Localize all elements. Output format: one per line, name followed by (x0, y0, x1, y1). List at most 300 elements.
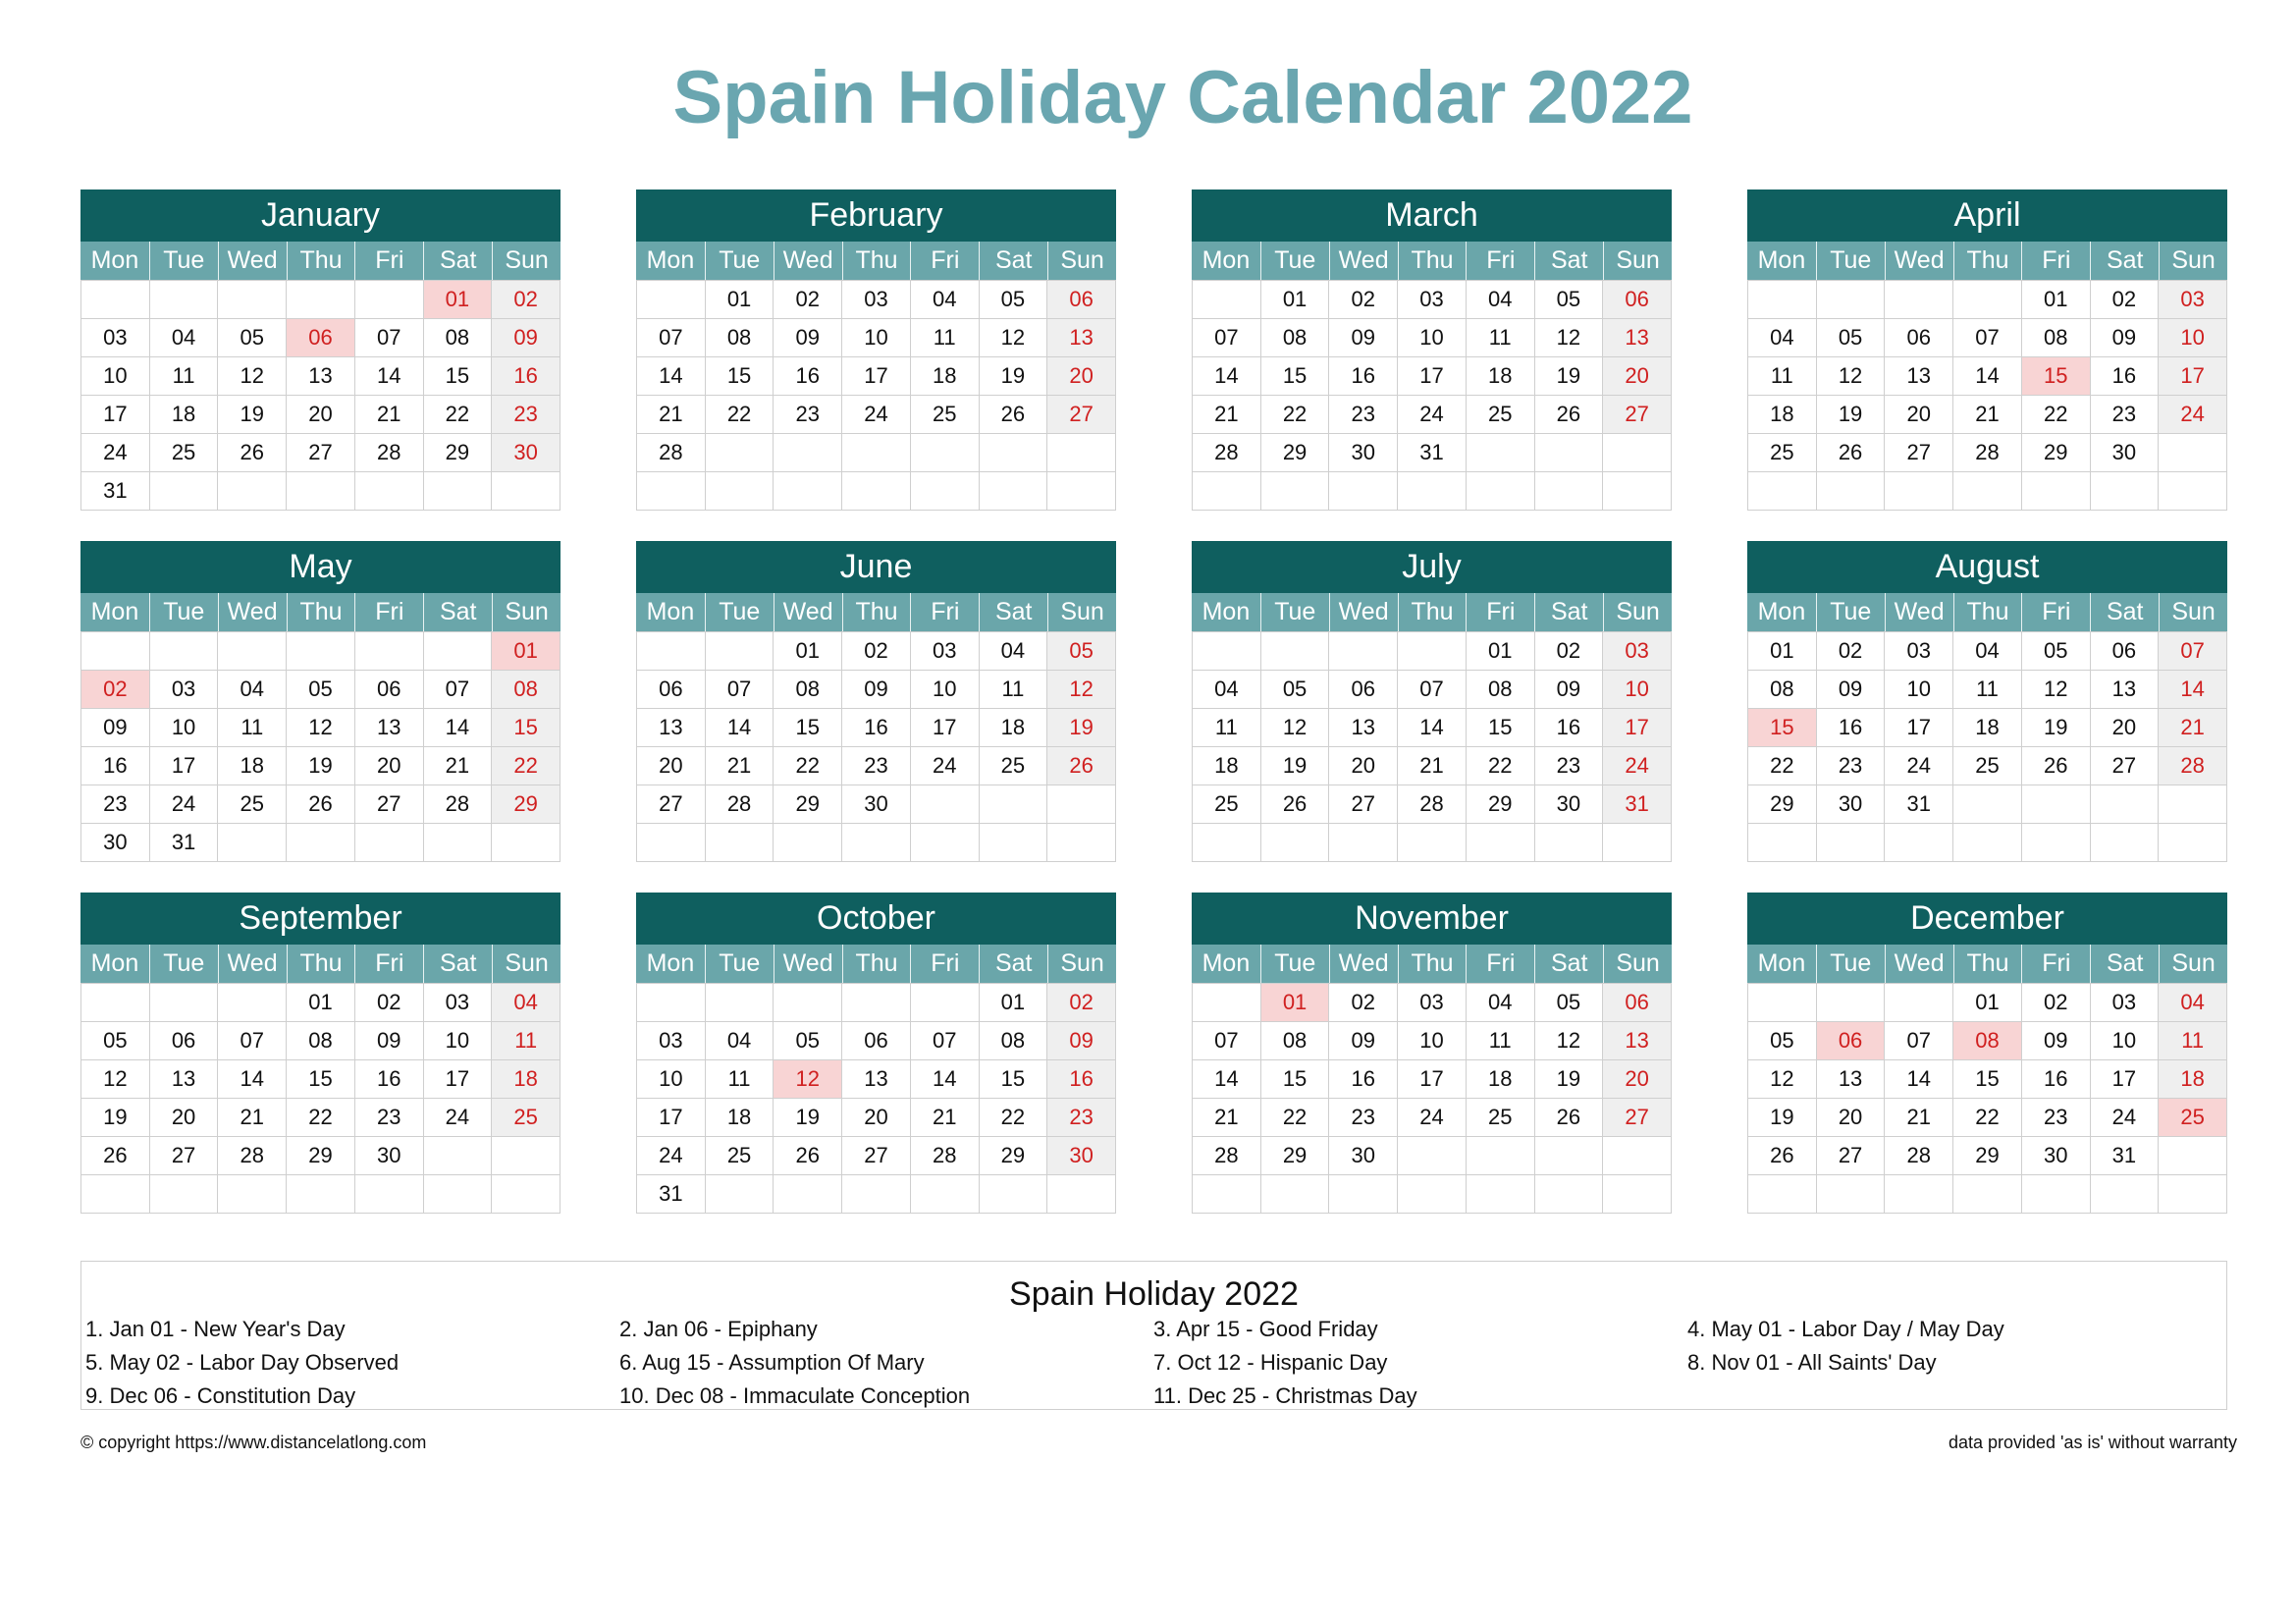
day-cell: 15 (287, 1060, 355, 1099)
day-cell: 18 (1467, 357, 1535, 396)
day-cell: 25 (492, 1099, 561, 1137)
day-cell: 05 (774, 1022, 842, 1060)
day-cell: 14 (218, 1060, 287, 1099)
empty-cell (1817, 984, 1886, 1022)
day-cell: 14 (1193, 357, 1261, 396)
empty-cell (424, 632, 493, 671)
day-cell: 06 (1885, 319, 1953, 357)
day-cell: 07 (911, 1022, 980, 1060)
day-cell: 17 (2091, 1060, 2160, 1099)
day-cell: 04 (1467, 984, 1535, 1022)
day-cell: 20 (1817, 1099, 1886, 1137)
day-cell: 05 (1535, 984, 1604, 1022)
day-cell: 22 (492, 747, 561, 785)
day-cell: 13 (2091, 671, 2160, 709)
day-cell: 23 (1329, 396, 1398, 434)
day-cell: 26 (774, 1137, 842, 1175)
day-cell: 22 (287, 1099, 355, 1137)
day-cell: 18 (492, 1060, 561, 1099)
weekday-label: Sun (492, 945, 561, 983)
empty-cell (492, 472, 561, 511)
day-cell: 04 (1467, 281, 1535, 319)
weekday-label: Mon (1757, 598, 1806, 625)
weekday-label: Thu (1953, 242, 2022, 280)
day-cell: 01 (2022, 281, 2091, 319)
day-cell: 18 (1467, 1060, 1535, 1099)
day-cell: 04 (1953, 632, 2022, 671)
day-cell: 21 (706, 747, 774, 785)
empty-cell (1535, 1175, 1604, 1214)
day-cell: 05 (81, 1022, 150, 1060)
empty-cell (1885, 824, 1953, 862)
empty-cell (1047, 472, 1116, 511)
weekday-label: Fri (354, 242, 423, 280)
day-cell: 05 (1535, 281, 1604, 319)
empty-cell (355, 472, 424, 511)
day-cell: 30 (1329, 1137, 1398, 1175)
day-cell: 12 (2022, 671, 2091, 709)
empty-cell (2022, 472, 2091, 511)
day-cell: 01 (287, 984, 355, 1022)
day-cell: 23 (1535, 747, 1604, 785)
day-cell: 31 (150, 824, 219, 862)
empty-cell (1748, 984, 1817, 1022)
day-cell: 26 (980, 396, 1048, 434)
day-cell: 21 (2159, 709, 2227, 747)
empty-cell (1193, 472, 1261, 511)
day-cell: 09 (81, 709, 150, 747)
day-cell: 15 (424, 357, 493, 396)
month-july (1192, 541, 1672, 862)
day-cell: 26 (1261, 785, 1330, 824)
day-cell: 05 (2022, 632, 2091, 671)
empty-cell (774, 434, 842, 472)
weekday-label: Fri (2021, 593, 2090, 631)
day-cell: 28 (2159, 747, 2227, 785)
weekday-label: Mon (646, 246, 695, 274)
weekday-label: Sat (2090, 242, 2159, 280)
empty-cell (1885, 472, 1953, 511)
empty-cell (1047, 824, 1116, 862)
day-cell: 17 (842, 357, 911, 396)
weekday-label: Sat (423, 593, 492, 631)
day-cell: 03 (2159, 281, 2227, 319)
day-cell: 23 (81, 785, 150, 824)
empty-cell (1467, 1137, 1535, 1175)
day-cell: 21 (1953, 396, 2022, 434)
weekday-label: Thu (1398, 945, 1467, 983)
day-cell: 03 (150, 671, 219, 709)
day-cell: 24 (637, 1137, 706, 1175)
day-cell: 09 (1329, 319, 1398, 357)
day-cell: 03 (424, 984, 493, 1022)
weekday-label: Thu (1953, 945, 2022, 983)
empty-cell (424, 1137, 493, 1175)
empty-cell (637, 472, 706, 511)
day-cell: 23 (774, 396, 842, 434)
weekday-label: Fri (354, 593, 423, 631)
weekday-label: Sun (1603, 945, 1672, 983)
day-cell: 25 (1748, 434, 1817, 472)
day-cell: 09 (492, 319, 561, 357)
holiday-legend (80, 1261, 2227, 1410)
empty-cell (980, 1175, 1048, 1214)
day-cell: 19 (980, 357, 1048, 396)
empty-cell (1535, 434, 1604, 472)
day-cell: 05 (218, 319, 287, 357)
weekday-label: Sat (2090, 593, 2159, 631)
empty-cell (1535, 1137, 1604, 1175)
legend-item: 1. Jan 01 - New Year's Day (85, 1317, 346, 1341)
day-cell: 13 (637, 709, 706, 747)
day-cell: 21 (218, 1099, 287, 1137)
empty-cell (1467, 824, 1535, 862)
day-cell: 22 (1748, 747, 1817, 785)
day-cell: 29 (1261, 1137, 1330, 1175)
copyright-text: © copyright https://www.distancelatlong.com (80, 1433, 427, 1452)
empty-cell (1398, 472, 1467, 511)
warranty-text: data provided 'as is' without warranty (1948, 1433, 2237, 1452)
day-cell: 19 (1817, 396, 1886, 434)
day-cell: 03 (2091, 984, 2160, 1022)
weekday-label: Sat (1534, 945, 1603, 983)
day-cell: 20 (1603, 357, 1672, 396)
weekday-label: Mon (1757, 949, 1806, 977)
day-cell: 03 (1398, 984, 1467, 1022)
empty-cell (1748, 824, 1817, 862)
day-cell: 02 (1329, 984, 1398, 1022)
empty-cell (1398, 1137, 1467, 1175)
weekday-label: Sun (492, 593, 561, 631)
day-cell: 13 (150, 1060, 219, 1099)
day-cell: 06 (2091, 632, 2160, 671)
weekday-label: Fri (910, 945, 979, 983)
day-cell: 10 (2159, 319, 2227, 357)
day-cell: 28 (218, 1137, 287, 1175)
day-cell: 24 (2159, 396, 2227, 434)
day-cell: 12 (980, 319, 1048, 357)
weekday-label: Wed (218, 945, 287, 983)
empty-cell (1261, 1175, 1330, 1214)
day-cell: 15 (980, 1060, 1048, 1099)
day-cell: 31 (637, 1175, 706, 1214)
empty-cell (1398, 1175, 1467, 1214)
day-cell: 19 (1535, 357, 1604, 396)
day-cell: 13 (1817, 1060, 1886, 1099)
weekday-label: Tue (149, 593, 218, 631)
day-cell: 14 (2159, 671, 2227, 709)
weekday-label: Wed (774, 242, 842, 280)
day-cell: 13 (1047, 319, 1116, 357)
day-cell: 18 (1953, 709, 2022, 747)
day-cell: 02 (842, 632, 911, 671)
weekday-label: Sat (423, 242, 492, 280)
day-cell: 20 (2091, 709, 2160, 747)
day-cell: 10 (1398, 319, 1467, 357)
day-cell: 08 (287, 1022, 355, 1060)
day-cell: 30 (1329, 434, 1398, 472)
weekday-header (1192, 242, 1672, 280)
day-cell: 19 (1535, 1060, 1604, 1099)
day-cell: 15 (2022, 357, 2091, 396)
empty-cell (706, 1175, 774, 1214)
day-cell: 10 (1885, 671, 1953, 709)
day-grid (80, 280, 561, 511)
weekday-label: Mon (1201, 598, 1251, 625)
weekday-label: Wed (218, 242, 287, 280)
day-grid (1192, 280, 1672, 511)
legend-item: 11. Dec 25 - Christmas Day (1153, 1383, 1417, 1408)
day-cell: 22 (1953, 1099, 2022, 1137)
day-cell: 12 (1047, 671, 1116, 709)
legend-item: 8. Nov 01 - All Saints' Day (1687, 1350, 1937, 1375)
day-cell: 10 (81, 357, 150, 396)
empty-cell (842, 824, 911, 862)
month-june (636, 541, 1116, 862)
day-cell: 29 (1748, 785, 1817, 824)
empty-cell (355, 281, 424, 319)
legend-item: 7. Oct 12 - Hispanic Day (1153, 1350, 1388, 1375)
empty-cell (842, 434, 911, 472)
day-cell: 10 (424, 1022, 493, 1060)
legend-item: 9. Dec 06 - Constitution Day (85, 1383, 356, 1408)
day-cell: 23 (1817, 747, 1886, 785)
day-cell: 01 (1261, 984, 1330, 1022)
empty-cell (1817, 281, 1886, 319)
empty-cell (1885, 1175, 1953, 1214)
legend-title: Spain Holiday 2022 (1009, 1275, 1299, 1313)
day-cell: 08 (1953, 1022, 2022, 1060)
weekday-header (80, 242, 561, 280)
day-cell: 01 (706, 281, 774, 319)
weekday-label: Wed (218, 593, 287, 631)
day-cell: 19 (2022, 709, 2091, 747)
day-cell: 27 (2091, 747, 2160, 785)
day-cell: 27 (1817, 1137, 1886, 1175)
empty-cell (1817, 824, 1886, 862)
day-cell: 09 (774, 319, 842, 357)
weekday-label: Tue (705, 593, 774, 631)
month-name: February (636, 189, 1116, 242)
day-cell: 20 (1885, 396, 1953, 434)
day-cell: 10 (1603, 671, 1672, 709)
day-cell: 05 (1261, 671, 1330, 709)
day-cell: 16 (842, 709, 911, 747)
day-cell: 03 (1885, 632, 1953, 671)
day-cell: 26 (1535, 1099, 1604, 1137)
weekday-label: Mon (1201, 949, 1251, 977)
day-cell: 04 (980, 632, 1048, 671)
empty-cell (2091, 785, 2160, 824)
day-cell: 20 (1603, 1060, 1672, 1099)
empty-cell (1535, 824, 1604, 862)
empty-cell (218, 472, 287, 511)
empty-cell (1193, 984, 1261, 1022)
day-grid (636, 983, 1116, 1214)
day-cell: 12 (287, 709, 355, 747)
empty-cell (911, 785, 980, 824)
day-cell: 27 (842, 1137, 911, 1175)
weekday-label: Thu (1953, 593, 2022, 631)
day-cell: 09 (2091, 319, 2160, 357)
month-name: October (636, 893, 1116, 945)
day-cell: 29 (1261, 434, 1330, 472)
day-cell: 01 (774, 632, 842, 671)
weekday-label: Thu (1398, 242, 1467, 280)
day-cell: 11 (218, 709, 287, 747)
empty-cell (706, 824, 774, 862)
empty-cell (150, 984, 219, 1022)
day-cell: 19 (774, 1099, 842, 1137)
day-cell: 26 (1748, 1137, 1817, 1175)
empty-cell (492, 1137, 561, 1175)
empty-cell (81, 1175, 150, 1214)
month-january (80, 189, 561, 511)
day-cell: 24 (911, 747, 980, 785)
empty-cell (637, 281, 706, 319)
month-april (1747, 189, 2227, 511)
day-cell: 24 (842, 396, 911, 434)
day-cell: 24 (150, 785, 219, 824)
day-cell: 13 (842, 1060, 911, 1099)
day-cell: 02 (81, 671, 150, 709)
day-cell: 20 (1329, 747, 1398, 785)
month-december (1747, 893, 2227, 1214)
day-cell: 28 (1398, 785, 1467, 824)
day-cell: 12 (1748, 1060, 1817, 1099)
month-may (80, 541, 561, 862)
day-cell: 04 (706, 1022, 774, 1060)
legend-item: 10. Dec 08 - Immaculate Conception (619, 1383, 971, 1408)
month-february (636, 189, 1116, 511)
day-cell: 05 (1748, 1022, 1817, 1060)
weekday-label: Wed (1885, 945, 1953, 983)
day-cell: 17 (1398, 1060, 1467, 1099)
day-cell: 06 (842, 1022, 911, 1060)
day-cell: 30 (2022, 1137, 2091, 1175)
day-cell: 09 (355, 1022, 424, 1060)
day-cell: 17 (637, 1099, 706, 1137)
day-cell: 06 (1329, 671, 1398, 709)
day-cell: 23 (2022, 1099, 2091, 1137)
empty-cell (1467, 1175, 1535, 1214)
weekday-label: Thu (287, 945, 355, 983)
empty-cell (1261, 824, 1330, 862)
empty-cell (706, 984, 774, 1022)
empty-cell (1193, 632, 1261, 671)
empty-cell (1398, 824, 1467, 862)
day-cell: 08 (1467, 671, 1535, 709)
day-cell: 22 (706, 396, 774, 434)
empty-cell (2159, 1137, 2227, 1175)
weekday-label: Sat (979, 945, 1047, 983)
day-cell: 19 (1047, 709, 1116, 747)
day-cell: 22 (1261, 1099, 1330, 1137)
weekday-label: Sat (1534, 242, 1603, 280)
month-september (80, 893, 561, 1214)
day-cell: 25 (150, 434, 219, 472)
day-cell: 17 (1603, 709, 1672, 747)
day-cell: 08 (1261, 1022, 1330, 1060)
day-cell: 11 (150, 357, 219, 396)
day-cell: 29 (1953, 1137, 2022, 1175)
day-cell: 01 (1748, 632, 1817, 671)
day-cell: 25 (911, 396, 980, 434)
day-cell: 05 (287, 671, 355, 709)
weekday-label: Tue (149, 242, 218, 280)
empty-cell (1817, 1175, 1886, 1214)
empty-cell (150, 281, 219, 319)
day-cell: 25 (1193, 785, 1261, 824)
day-cell: 08 (1261, 319, 1330, 357)
day-grid (1747, 983, 2227, 1214)
month-name: November (1192, 893, 1672, 945)
day-cell: 13 (287, 357, 355, 396)
weekday-header (636, 242, 1116, 280)
day-cell: 17 (1885, 709, 1953, 747)
empty-cell (81, 281, 150, 319)
empty-cell (1603, 434, 1672, 472)
day-cell: 26 (1817, 434, 1886, 472)
day-cell: 27 (1603, 1099, 1672, 1137)
weekday-header (1747, 945, 2227, 983)
day-cell: 23 (492, 396, 561, 434)
day-cell: 26 (1047, 747, 1116, 785)
empty-cell (911, 472, 980, 511)
empty-cell (911, 824, 980, 862)
empty-cell (774, 1175, 842, 1214)
empty-cell (150, 472, 219, 511)
day-cell: 04 (492, 984, 561, 1022)
day-cell: 26 (81, 1137, 150, 1175)
day-cell: 02 (1047, 984, 1116, 1022)
weekday-label: Tue (1816, 242, 1885, 280)
day-cell: 07 (1398, 671, 1467, 709)
day-cell: 08 (980, 1022, 1048, 1060)
empty-cell (2159, 472, 2227, 511)
day-cell: 30 (842, 785, 911, 824)
day-cell: 10 (637, 1060, 706, 1099)
day-cell: 16 (1329, 1060, 1398, 1099)
day-cell: 30 (492, 434, 561, 472)
weekday-label: Sat (423, 945, 492, 983)
day-cell: 08 (424, 319, 493, 357)
empty-cell (911, 1175, 980, 1214)
weekday-label: Mon (1201, 246, 1251, 274)
day-cell: 28 (1885, 1137, 1953, 1175)
day-cell: 07 (637, 319, 706, 357)
day-cell: 29 (424, 434, 493, 472)
day-cell: 26 (1535, 396, 1604, 434)
weekday-label: Sat (979, 242, 1047, 280)
weekday-label: Thu (287, 593, 355, 631)
empty-cell (1535, 472, 1604, 511)
empty-cell (424, 824, 493, 862)
day-cell: 11 (1467, 319, 1535, 357)
day-cell: 24 (2091, 1099, 2160, 1137)
day-cell: 29 (492, 785, 561, 824)
weekday-label: Mon (90, 598, 139, 625)
legend-item: 6. Aug 15 - Assumption Of Mary (619, 1350, 925, 1375)
day-cell: 27 (287, 434, 355, 472)
empty-cell (2159, 1175, 2227, 1214)
month-name: July (1192, 541, 1672, 593)
day-cell: 20 (287, 396, 355, 434)
day-cell: 12 (1817, 357, 1886, 396)
day-cell: 01 (492, 632, 561, 671)
day-cell: 02 (492, 281, 561, 319)
day-cell: 15 (1261, 357, 1330, 396)
